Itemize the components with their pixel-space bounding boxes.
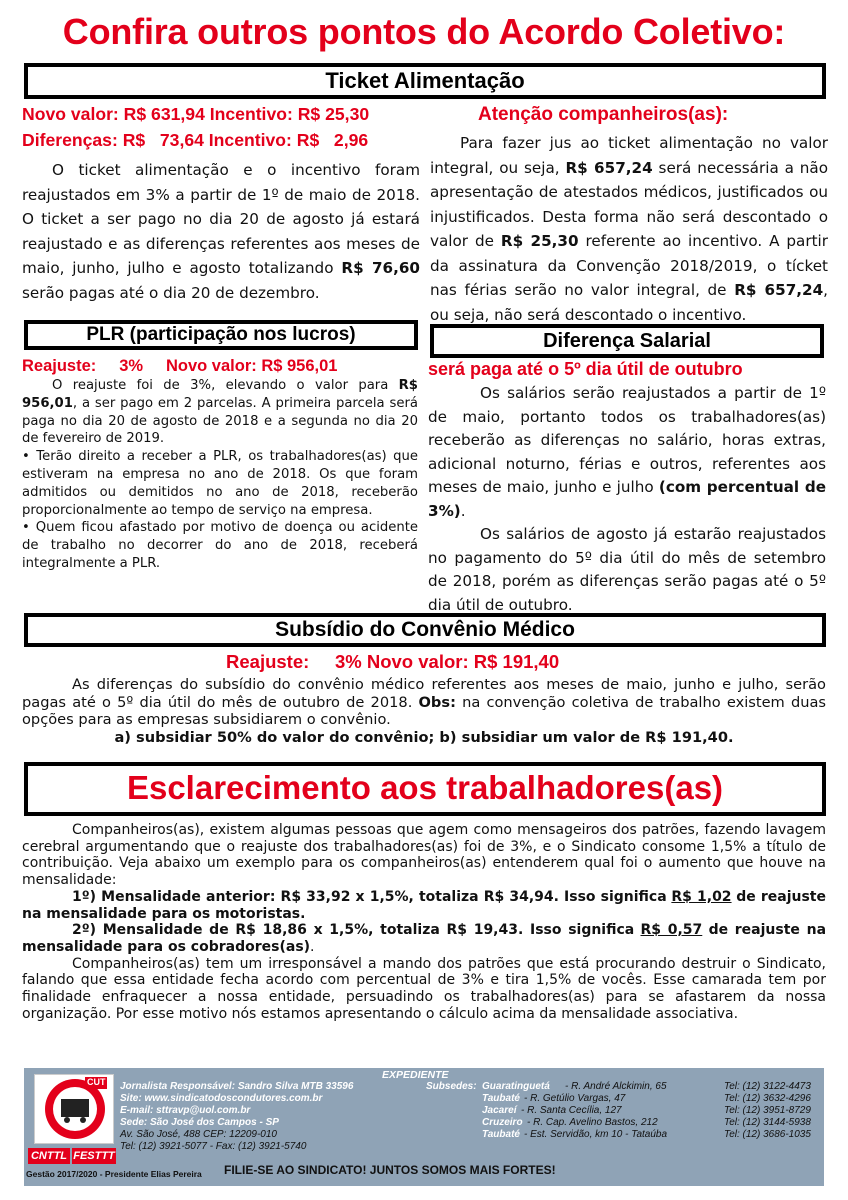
subsede-phone: Tel: (12) 3144-5938: [724, 1117, 811, 1128]
cut-label: CUT: [87, 1077, 106, 1087]
subsede-address: - R. André Alckimin, 65: [565, 1081, 667, 1092]
diferenca-payment: será paga até o 5º dia útil de outubro: [428, 359, 743, 379]
subsede-address: - Est. Servidão, km 10 - Tataúba: [524, 1129, 668, 1140]
sede: Sede: São José dos Campos - SP: [120, 1117, 279, 1128]
subsede-city: Cruzeiro: [482, 1117, 523, 1128]
sede-phone: Tel: (12) 3921-5077 - Fax: (12) 3921-5740: [120, 1141, 307, 1152]
subsidio-adjustment: Reajuste: 3% Novo valor: R$ 191,40: [226, 651, 560, 672]
site[interactable]: Site: www.sindicatodoscondutores.com.br: [120, 1093, 323, 1104]
slogan: FILIE-SE AO SINDICATO! JUNTOS SOMOS MAIS FORTES!: [224, 1163, 556, 1177]
atencao-paragraph: Para fazer jus ao ticket alimentação no valor integral, ou seja, R$ 657,24 será necessária a não apresentação de atestados médicos, justificados ou injustificados. Desta forma não será descontado o valor de R$ 25,30 referente ao incentivo. A partir da assinatura da Convenção 2018/2019, o tícket nas férias serão no valor integral, de R$ 657,24, ou seja, não será descontado o incentivo.: [430, 134, 829, 324]
esclarecimento-heading: Esclarecimento aos trabalhadores(as): [24, 762, 826, 816]
subsede-city: Taubaté: [482, 1093, 520, 1104]
ticket-heading: Ticket Alimentação: [24, 63, 826, 99]
example-1: 1º) Mensalidade anterior: R$ 33,92 x 1,5%, totaliza R$ 34,94. Isso significa R$ 1,02 de reajuste na mensalidade para os motoristas.: [22, 888, 826, 922]
plr-bullet-1: • Terão direito a receber a PLR, os trabalhadores(as) que estiveram na empresa no ano de 2018. Os que foram admitidos ou demitidos no ano de 2018, receberão proporcionalmente ao tempo de serviço na empresa.: [22, 449, 418, 518]
festtt-badge: FESTTT: [73, 1150, 115, 1162]
ticket-new-value: Novo valor: R$ 631,94 Incentivo: R$ 25,30: [22, 104, 370, 124]
esclarecimento-text: Companheiros(as), existem algumas pessoas que agem como mensageiros dos patrões, fazendo lavagem cerebral argumentando que o reajuste dos trabalhadores(as) foi de 3%, e o Sindicato consome 1,5% a título de contribuição. Veja abaixo um exemplo para os companheiros(as) entenderem qual foi o aumento que houve na mensalidade: 1º) Mensalidade anterior: R$ 33,92 x 1,5%, totaliza R$ 34,94. Isso significa R$ 1,02 de reajuste na mensalidade para os motoristas. 2º) Mensalidade de R$ 18,86 x 1,5%, totaliza R$ 19,43. Isso significa R$ 0,57 de reajuste na mensalidade para os cobradores(as). Companheiros(as) tem um irresponsável a mando dos patrões que está procurando destruir o Sindicato, falando que essa entidade fecha acordo com percentual de 3% e tira 1,5% de vocês. Esse camarada tem por finalidade enfraquecer a nossa entidade, persuadindo os trabalhadores(as) para se afastarem da nossa organização. Por esse motivo nós estamos apresentando o cálculo acima da mensalidade associativa.: [22, 822, 827, 1022]
subsidio-paragraph: As diferenças do subsídio do convênio médico referentes aos meses de maio, junho e julho, serão pagas até o 5º dia útil do mês de outubro de 2018. Obs: na convenção coletiva de trabalho existem duas opções para as empresas subsidiarem o convênio. a) subsidiar 50% do valor do convênio; b) subsidiar um valor de R$ 191,40.: [22, 676, 827, 746]
subsede-phone: Tel: (12) 3951-8729: [724, 1105, 811, 1116]
subsede-phone: Tel: (12) 3122-4473: [724, 1081, 811, 1092]
subsede-phone: Tel: (12) 3686-1035: [724, 1129, 811, 1140]
subsidio-heading: Subsídio do Convênio Médico: [24, 613, 826, 647]
email[interactable]: E-mail: sttravp@uol.com.br: [120, 1105, 251, 1116]
union-logo: [34, 1074, 114, 1144]
plr-adjustment: Reajuste: 3% Novo valor: R$ 956,01: [22, 357, 338, 375]
plr-paragraph: O reajuste foi de 3%, elevando o valor para R$ 956,01, a ser pago em 2 parcelas. A primeira parcela será paga no dia 20 de agosto de 2018 e a segunda no dia 20 de fevereiro de 2019. • Terão direito a receber a PLR, os trabalhadores(as) que estiveram na empresa no ano de 2018. Os que foram admitidos ou demitidos no ano de 2018, receberão proporcionalmente ao tempo de serviço na empresa. • Quem ficou afastado por motivo de doença ou acidente de trabalho no decorrer do ano de 2018, receberá integralmente a PLR.: [22, 378, 418, 571]
page-title: Confira outros pontos do Acordo Coletivo:: [62, 11, 786, 52]
ticket-paragraph: O ticket alimentação e o incentivo foram reajustados em 3% a partir de 1º de maio de 2018. O ticket a ser pago no dia 20 de agosto já estará reajustado e as diferenças referentes aos meses de maio, junho, julho e agosto totalizando R$ 76,60 serão pagas até o dia 20 de dezembro.: [22, 161, 421, 302]
footer-expediente: [24, 1068, 824, 1186]
plr-heading: PLR (participação nos lucros): [24, 320, 418, 350]
example-2: 2º) Mensalidade de R$ 18,86 x 1,5%, totaliza R$ 19,43. Isso significa R$ 0,57 de reajuste na mensalidade para os cobradores(as).: [22, 922, 827, 955]
ticket-differences: Diferenças: R$ 73,64 Incentivo: R$ 2,96: [22, 130, 369, 150]
subsede-address: - R. Santa Cecília, 127: [521, 1105, 622, 1116]
subsidio-options: a) subsidiar 50% do valor do convênio; b) subsidiar um valor de R$ 191,40.: [114, 728, 734, 746]
sede-address: Av. São José, 488 CEP: 12209-010: [120, 1129, 277, 1140]
atencao-heading: Atenção companheiros(as):: [478, 104, 729, 125]
jornalista: Jornalista Responsável: Sandro Silva MTB 33596: [120, 1081, 354, 1092]
plr-bullet-2: • Quem ficou afastado por motivo de doença ou acidente de trabalho no decorrer do ano de 2018, receberá integralmente a PLR.: [22, 520, 418, 571]
subsede-address: - R. Getúlio Vargas, 47: [524, 1093, 626, 1104]
subsede-address: - R. Cap. Avelino Bastos, 212: [527, 1117, 658, 1128]
subsede-city: Jacareí: [482, 1105, 517, 1116]
subsedes-label: Subsedes:: [426, 1081, 477, 1092]
subsede-city: Taubaté: [482, 1129, 520, 1140]
gestao-text: Gestão 2017/2020 - Presidente Elias Pereira: [26, 1169, 202, 1179]
cnttl-badge: CNTTL: [28, 1148, 70, 1164]
subsede-phone: Tel: (12) 3632-4296: [724, 1093, 811, 1104]
diferenca-paragraph: Os salários serão reajustados a partir de 1º de maio, portanto todos os trabalhadores(as) receberão as diferenças no salário, horas extras, adicional noturno, férias e outros, referentes aos meses de maio, junho e julho (com percentual de 3%). Os salários de agosto já estarão reajustados no pagamento do 5º dia útil do mês de setembro de 2018, porém as diferenças serão pagas até o 5º dia útil de outubro.: [428, 384, 826, 614]
subsede-city: Guaratinguetá: [482, 1081, 550, 1092]
diferenca-heading: Diferença Salarial: [430, 324, 824, 358]
expediente-title: EXPEDIENTE: [382, 1069, 449, 1081]
